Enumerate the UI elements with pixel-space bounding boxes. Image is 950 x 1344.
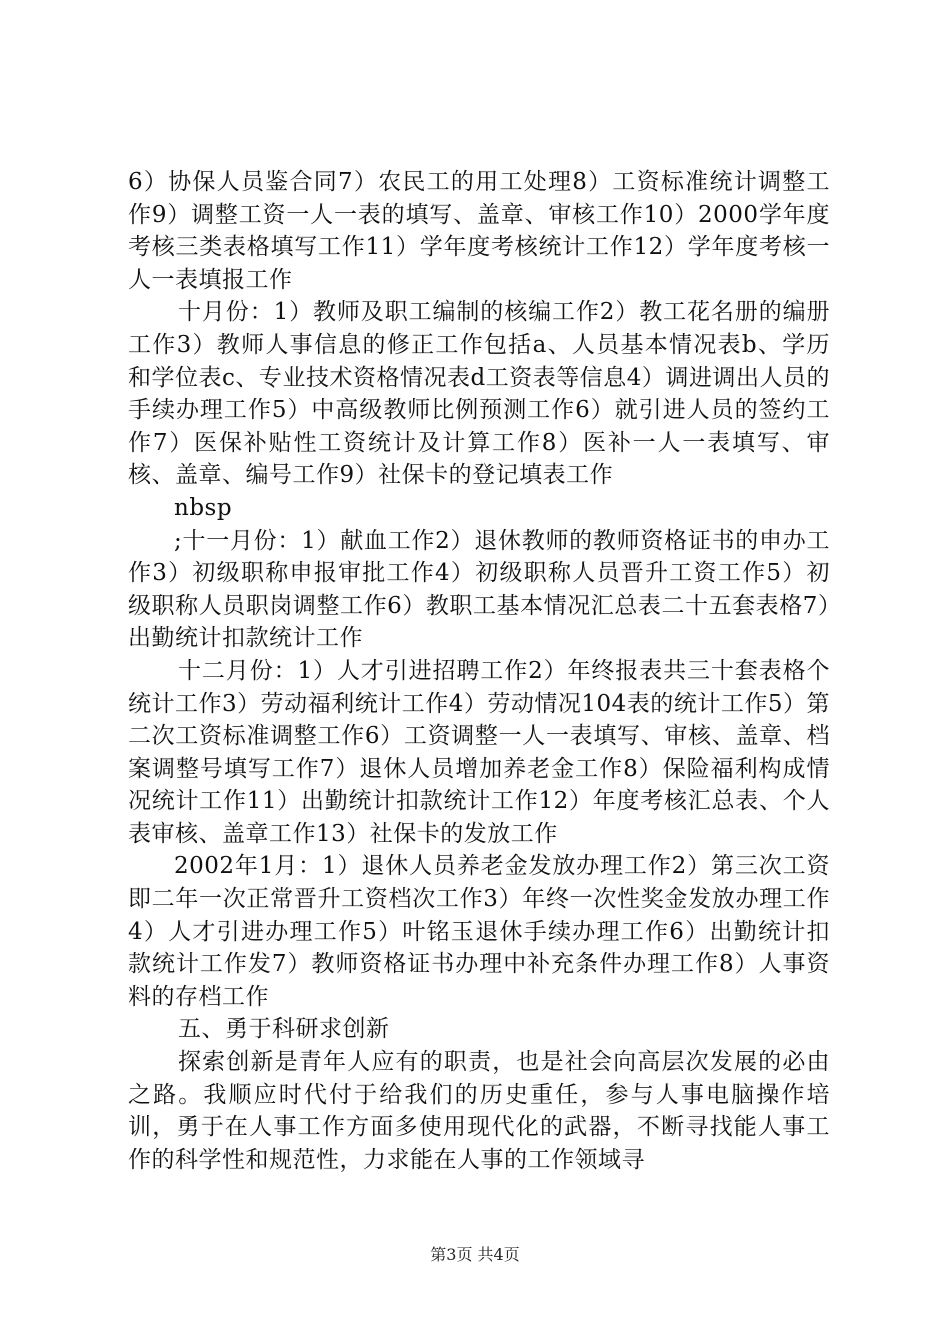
paragraph-list-continued: 6）协保人员鉴合同7）农民工的用工处理8）工资标准统计调整工作9）调整工资一人一表的填写、盖章、审核工作10）2000学年度考核三类表格填写工作11）学年度考核统计工作12）学年度考核一人一表填报工作 xyxy=(128,169,830,293)
document-body xyxy=(128,166,830,1176)
paragraph-january-2002: 2002年1月：1）退休人员养老金发放办理工作2）第三次工资即二年一次正常晋升工资档次工作3）年终一次性奖金发放办理工作4）人才引进办理工作5）叶铭玉退休手续办理工作6）出勤统计扣款统计工作发7）教师资格证书办理中补充条件办理工作8）人事资料的存档工作 xyxy=(128,853,830,1010)
paragraph-october: 十月份：1）教师及职工编制的核编工作2）教工花名册的编册工作3）教师人事信息的修正工作包括a、人员基本情况表b、学历和学位表c、专业技术资格情况表d工资表等信息4）调进调出人员的手续办理工作5）中高级教师比例预测工作6）就引进人员的签约工作7）医保补贴性工资统计及计算工作8）医补一人一表填写、审核、盖章、编号工作9）社保卡的登记填表工作 xyxy=(128,299,830,489)
paragraph-nbsp-artifact: nbsp xyxy=(174,494,233,521)
paragraph-november: ;十一月份：1）献血工作2）退休教师的教师资格证书的申办工作3）初级职称申报审批工作4）初级职称人员晋升工资工作5）初级职称人员职岗调整工作6）教职工基本情况汇总表二十五套表格7）出勤统计扣款统计工作 xyxy=(128,527,830,652)
section-heading-research-innovation: 五、勇于科研求创新 xyxy=(178,1016,390,1043)
page-number-footer: 第3页 共4页 xyxy=(430,1245,520,1264)
paragraph-december: 十二月份：1）人才引进招聘工作2）年终报表共三十套表格个统计工作3）劳动福利统计工作4）劳动情况104表的统计工作5）第二次工资标准调整工作6）工资调整一人一表填写、审核、盖章、档案调整号填写工作7）退休人员增加养老金工作8）保险福利构成情况统计工作11）出勤统计扣款统计工作12）年度考核汇总表、个人表审核、盖章工作13）社保卡的发放工作 xyxy=(128,657,830,847)
paragraph-innovation: 探索创新是青年人应有的职责，也是社会向高层次发展的必由之路。我顺应时代付于给我们的历史重任，参与人事电脑操作培训，勇于在人事工作方面多使用现代化的武器，不断寻找能人事工作的科学性和规范性，力求能在人事的工作领域寻 xyxy=(128,1049,830,1173)
